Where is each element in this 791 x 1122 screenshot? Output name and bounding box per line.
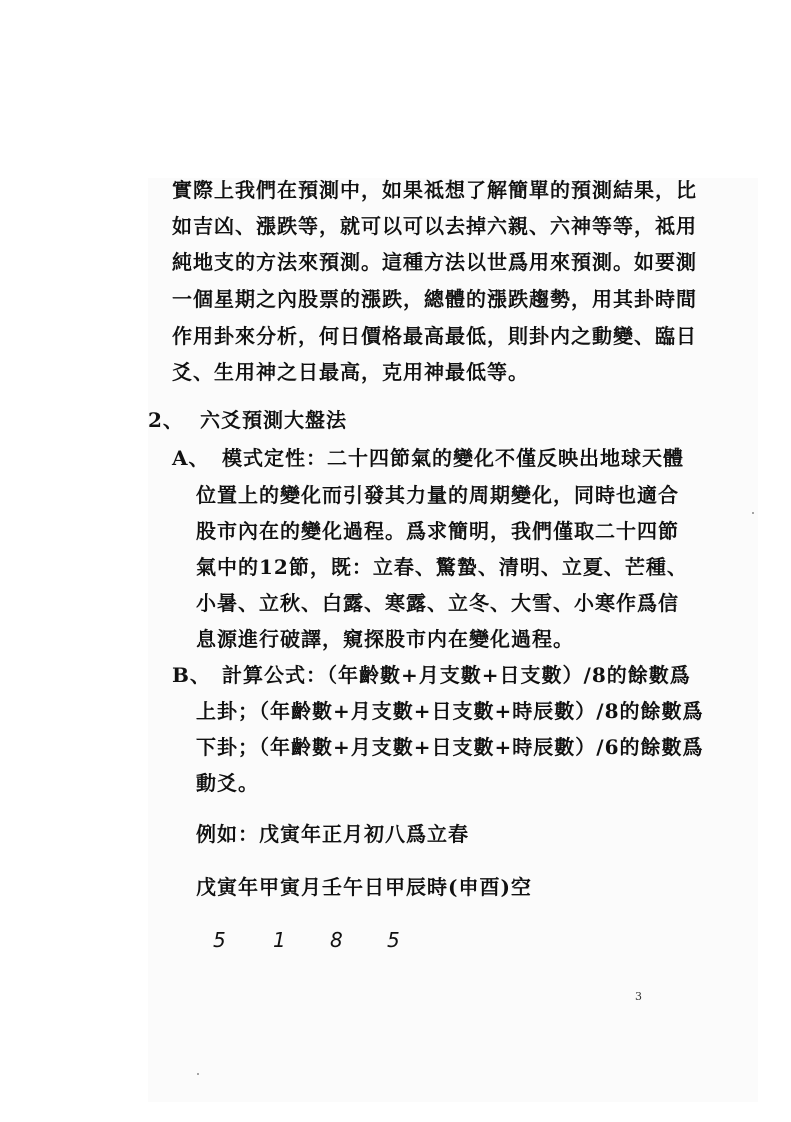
item-b-line-1: 計算公式：（年齡數+月支數+日支數）/8的餘數爲 (222, 663, 691, 687)
item-b-line-2: 上卦；（年齡數+月支數+日支數+時辰數）/8的餘數爲 (196, 699, 704, 723)
example-number-4: 5 (387, 928, 400, 952)
paragraph-1-line-5: 作用卦來分析，何日價格最高最低，則卦内之動變、臨日 (172, 324, 697, 348)
item-a-line-2: 位置上的變化而引發其力量的周期變化，同時也適合 (196, 483, 679, 507)
example-number-3: 8 (330, 928, 343, 952)
example-number-1: 5 (213, 928, 226, 952)
scan-speck (197, 1073, 199, 1075)
example-number-2: 1 (273, 928, 286, 952)
item-a-line-1: 模式定性：二十四節氣的變化不僅反映出地球天體 (222, 446, 684, 470)
item-b-line-4: 動爻。 (196, 771, 259, 795)
item-b-marker: B、 (172, 663, 211, 687)
example-intro: 例如：戊寅年正月初八爲立春 (196, 822, 469, 846)
example-ganzhi: 戊寅年甲寅月壬午日甲辰時(申酉)空 (196, 875, 532, 899)
item-a-marker: A、 (172, 446, 210, 470)
item-a-line-4: 氣中的12節，既：立春、驚蟄、清明、立夏、芒種、 (196, 555, 688, 579)
paragraph-1-line-6: 爻、生用神之日最高，克用神最低等。 (172, 360, 529, 384)
paragraph-1-line-1: 實際上我們在預測中，如果祗想了解簡單的預測結果，比 (172, 178, 697, 202)
example-numbers (213, 928, 433, 952)
item-a-line-3: 股市內在的變化過程。爲求簡明，我們僅取二十四節 (196, 519, 679, 543)
paragraph-1-line-4: 一個星期之內股票的漲跌，總體的漲跌趨勢，用其卦時間 (172, 287, 697, 311)
scan-speck (752, 512, 754, 514)
section-2-number: 2、 (148, 408, 184, 432)
item-b-line-3: 下卦；（年齡數+月支數+日支數+時辰數）/6的餘數爲 (196, 735, 704, 759)
section-2-title: 六爻預測大盤法 (200, 408, 347, 432)
paragraph-1-line-2: 如吉凶、漲跌等，就可以可以去掉六親、六神等等，祗用 (172, 214, 697, 238)
item-a-line-5: 小暑、立秋、白露、寒露、立冬、大雪、小寒作爲信 (196, 591, 679, 615)
paragraph-1-line-3: 純地支的方法來預測。這種方法以世爲用來預測。如要測 (172, 250, 697, 274)
page-number: 3 (635, 990, 642, 1003)
item-a-line-6: 息源進行破譯，窺探股市内在變化過程。 (196, 627, 574, 651)
